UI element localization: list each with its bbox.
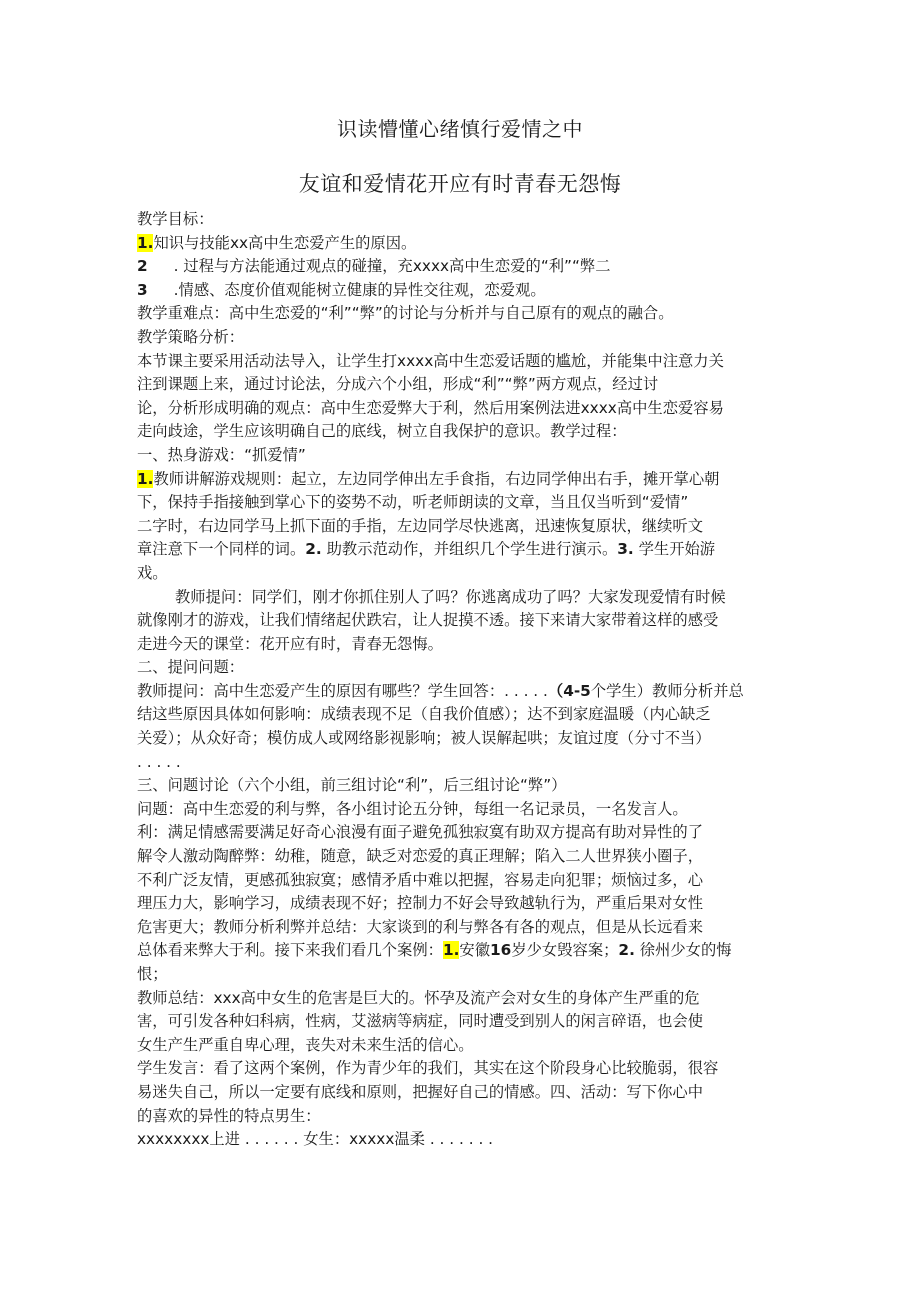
text-line: 走进今天的课堂：花开应有时，青春无怨悔。 xyxy=(137,634,443,653)
text-line: xxxxxxxx上进 . . . . . . 女生：xxxxx温柔 . . . . . . . xyxy=(137,1130,494,1149)
highlighted-number: 1. xyxy=(137,469,154,488)
text-line: 利：满足情感需要满足好奇心浪漫有面子避免孤独寂寞有助双方提高有助对异性的了 xyxy=(137,823,703,842)
line-text: 岁少女毁容案； xyxy=(511,941,619,960)
text-line xyxy=(137,468,787,492)
line-text: 知识与技能xx高中生恋爱产生的原因。 xyxy=(153,233,417,252)
line-text: 个学生）教师分析并总 xyxy=(590,681,744,700)
line-text: . 过程与方法能通过观点的碰撞，充xxxx高中生恋爱的“利”“弊二 xyxy=(173,257,611,276)
text-line: 学生发言：看了这两个案例，作为青少年的我们，其实在这个阶段身心比较脆弱，很容 xyxy=(137,1059,719,1078)
line-text: 教师提问：高中生恋爱产生的原因有哪些？学生回答：. . . . . xyxy=(137,681,548,700)
text-line: 教师提问：同学们，刚才你抓住别人了吗？你逃离成功了吗？大家发现爱情有时候 xyxy=(175,587,726,606)
text-line: . . . . . xyxy=(137,752,181,771)
list-number: 3. xyxy=(617,540,634,559)
line-text: 章注意下一个同样的词。 xyxy=(137,540,306,559)
text-line: 下，保持手指接触到掌心下的姿势不动，听老师朗读的文章，当且仅当听到“爱情” xyxy=(137,493,689,512)
document-title: 识读懵懂心绪慎行爱情之中 xyxy=(337,117,583,141)
text-line: 二字时，右边同学马上抓下面的手指，左边同学尽快逃离，迅速恢复原状，继续听文 xyxy=(137,516,703,535)
text-line: 不利广泛友情，更感孤独寂寞；感情矛盾中难以把握，容易走向犯罪；烦恼过多，心 xyxy=(137,870,703,889)
text-line: 教学目标： xyxy=(137,210,214,228)
text-line: 本节课主要采用活动法导入，让学生打xxxx高中生恋爱话题的尴尬，并能集中注意力关 xyxy=(137,351,724,370)
text-line: 就像刚才的游戏，让我们情绪起伏跌宕，让人捉摸不透。接下来请大家带着这样的感受 xyxy=(137,611,719,630)
text-line: 教师总结：xxx高中女生的危害是巨大的。怀孕及流产会对女生的身体产生严重的危 xyxy=(137,988,700,1007)
list-number: 2. xyxy=(618,941,635,960)
text-line: 注到课题上来，通过讨论法，分成六个小组，形成“利”“弊”两方观点，经过讨 xyxy=(137,375,659,394)
line-text: 学生开始游 xyxy=(633,540,716,559)
line-text: 徐州少女的悔 xyxy=(634,941,732,960)
text-line: 害，可引发各种妇科病，性病，艾滋病等病症，同时遭受到别人的闲言碎语，也会使 xyxy=(137,1012,703,1031)
text-line xyxy=(137,538,787,562)
section-heading: 一、热身游戏：“抓爱情” xyxy=(137,445,306,464)
text-line: 恨； xyxy=(137,965,168,983)
text-line xyxy=(137,232,787,256)
text-line: 教学重难点：高中生恋爱的“利”“弊”的讨论与分析并与自己原有的观点的融合。 xyxy=(137,304,674,323)
text-line: 走向歧途，学生应该明确自己的底线，树立自我保护的意识。教学过程： xyxy=(137,422,627,441)
text-line: 理压力大，影响学习，成绩表现不好；控制力不好会导致越轨行为，严重后果对女性 xyxy=(137,894,703,913)
text-line xyxy=(137,279,787,303)
list-number: 3 xyxy=(137,280,148,299)
section-heading: 二、提问问题： xyxy=(137,658,245,677)
text-line xyxy=(137,939,787,963)
text-line: 危害更大；教师分析利弊并总结：大家谈到的利与弊各有各的观点，但是从长远看来 xyxy=(137,917,703,936)
text-line: 论，分析形成明确的观点：高中生恋爱弊大于利，然后用案例法进xxxx高中生恋爱容易 xyxy=(137,398,724,417)
text-line: 结这些原因具体如何影响：成绩表现不足（自我价值感）；达不到家庭温暖（内心缺乏 xyxy=(137,705,711,724)
line-text: .情感、态度价值观能树立健康的异性交往观，恋爱观。 xyxy=(173,280,546,299)
line-text: 安徽 xyxy=(459,941,491,960)
text-line xyxy=(137,255,787,279)
text-line: 易迷失自己，所以一定要有底线和原则，把握好自己的情感。四、活动：写下你心中 xyxy=(137,1082,703,1101)
inline-number: （4-5 xyxy=(547,681,591,700)
line-text: 总体看来弊大于利。接下来我们看几个案例： xyxy=(137,941,443,960)
line-text: 教师讲解游戏规则：起立，左边同学伸出左手食指，右边同学伸出右手，摊开掌心朝 xyxy=(153,469,720,488)
text-line: 解令人激动陶醉弊：幼稚，随意，缺乏对恋爱的真正理解；陷入二人世界狭小圈子， xyxy=(137,847,703,866)
line-text: 助教示范动作，并组织几个学生进行演示。 xyxy=(321,540,618,559)
text-line: 问题：高中生恋爱的利与弊，各小组讨论五分钟，每组一名记录员，一名发言人。 xyxy=(137,799,688,818)
text-line: 的喜欢的异性的特点男生： xyxy=(137,1106,321,1125)
text-line xyxy=(137,680,787,704)
list-number: 2. xyxy=(305,540,322,559)
document-subtitle: 友谊和爱情花开应有时青春无怨悔 xyxy=(298,172,622,196)
highlighted-number: 1. xyxy=(442,941,460,960)
text-line: 女生产生严重自卑心理，丧失对未来生活的信心。 xyxy=(137,1035,474,1054)
list-number: 2 xyxy=(137,257,148,276)
text-line: 关爱）；从众好奇；模仿成人或网络影视影响；被人误解起哄；友谊过度（分寸不当） xyxy=(137,729,711,748)
highlighted-number: 1. xyxy=(137,233,154,252)
text-line: 教学策略分析： xyxy=(137,327,245,346)
inline-number: 16 xyxy=(490,941,512,960)
section-heading: 三、问题讨论（六个小组，前三组讨论“利”，后三组讨论“弊”） xyxy=(137,776,567,795)
document-body xyxy=(137,208,787,1152)
text-line: 戏。 xyxy=(137,563,168,582)
